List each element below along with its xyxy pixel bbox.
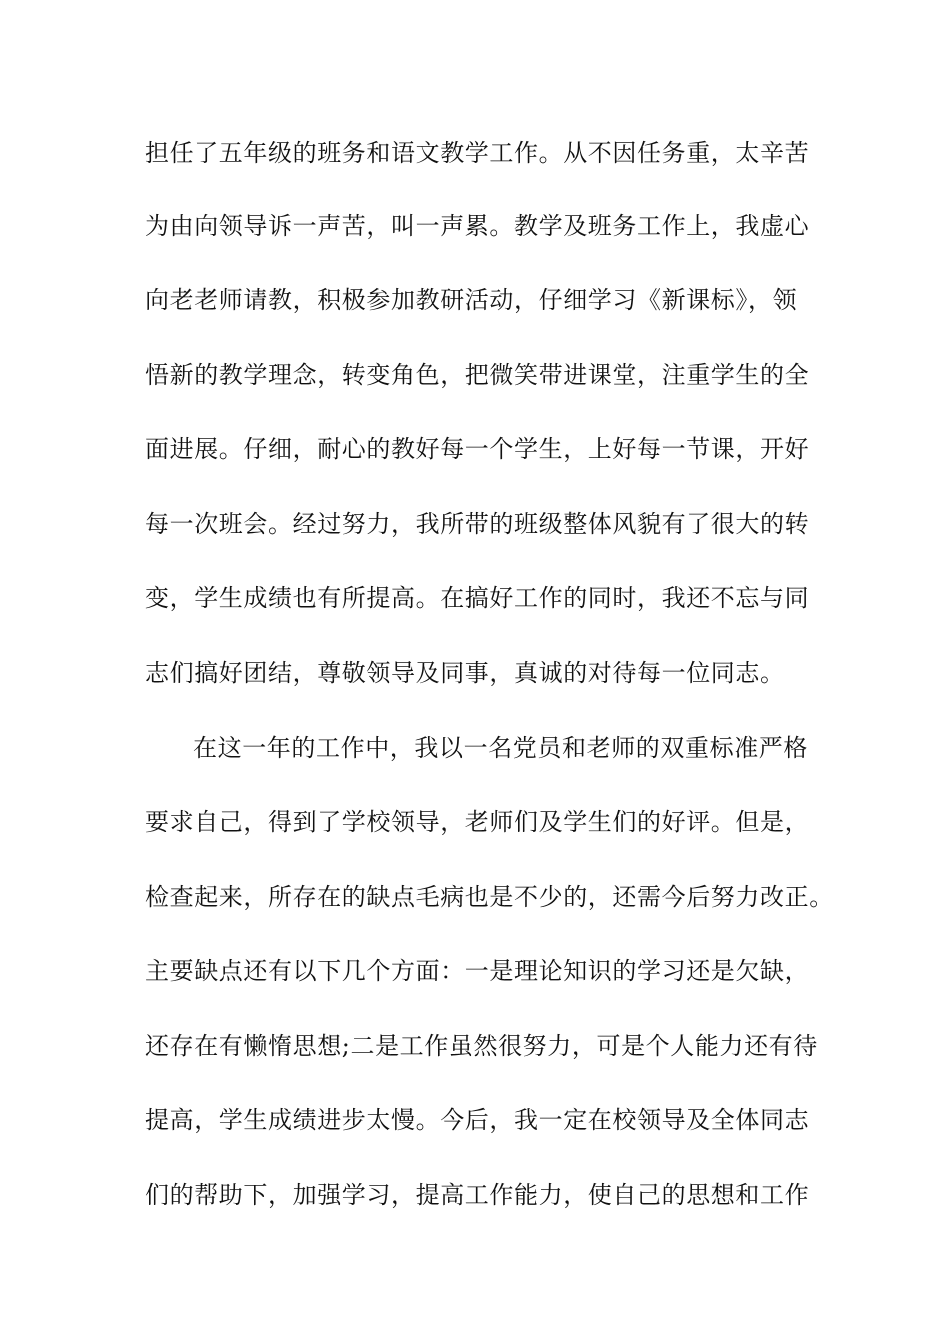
text-line: 为由向领导诉一声苦，叫一声累。教学及班务工作上，我虚心 <box>145 212 810 240</box>
text-line: 面进展。仔细，耐心的教好每一个学生，上好每一节课，开好 <box>145 435 810 463</box>
text-line: 检查起来，所存在的缺点毛病也是不少的，还需今后努力改正。 <box>145 883 834 911</box>
text-line: 志们搞好团结，尊敬领导及同事，真诚的对待每一位同志。 <box>145 659 785 687</box>
text-line: 悟新的教学理念，转变角色，把微笑带进课堂，注重学生的全 <box>145 361 810 389</box>
text-line: 要求自己，得到了学校领导，老师们及学生们的好评。但是， <box>145 808 810 836</box>
text-line: 主要缺点还有以下几个方面：一是理论知识的学习还是欠缺， <box>145 957 810 985</box>
text-line: 还存在有懒惰思想;二是工作虽然很努力，可是个人能力还有待 <box>145 1032 818 1060</box>
text-line: 担任了五年级的班务和语文教学工作。从不因任务重，太辛苦 <box>145 139 810 167</box>
paragraph-first-line: 在这一年的工作中，我以一名党员和老师的双重标准严格 <box>193 734 808 762</box>
text-line: 向老老师请教，积极参加教研活动，仔细学习《新课标》，领 <box>145 286 798 314</box>
text-line: 每一次班会。经过努力，我所带的班级整体风貌有了很大的转 <box>145 510 810 538</box>
text-line: 们的帮助下，加强学习，提高工作能力，使自己的思想和工作 <box>145 1181 810 1209</box>
text-line: 提高，学生成绩进步太慢。今后，我一定在校领导及全体同志 <box>145 1106 810 1134</box>
text-line: 变，学生成绩也有所提高。在搞好工作的同时，我还不忘与同 <box>145 584 810 612</box>
